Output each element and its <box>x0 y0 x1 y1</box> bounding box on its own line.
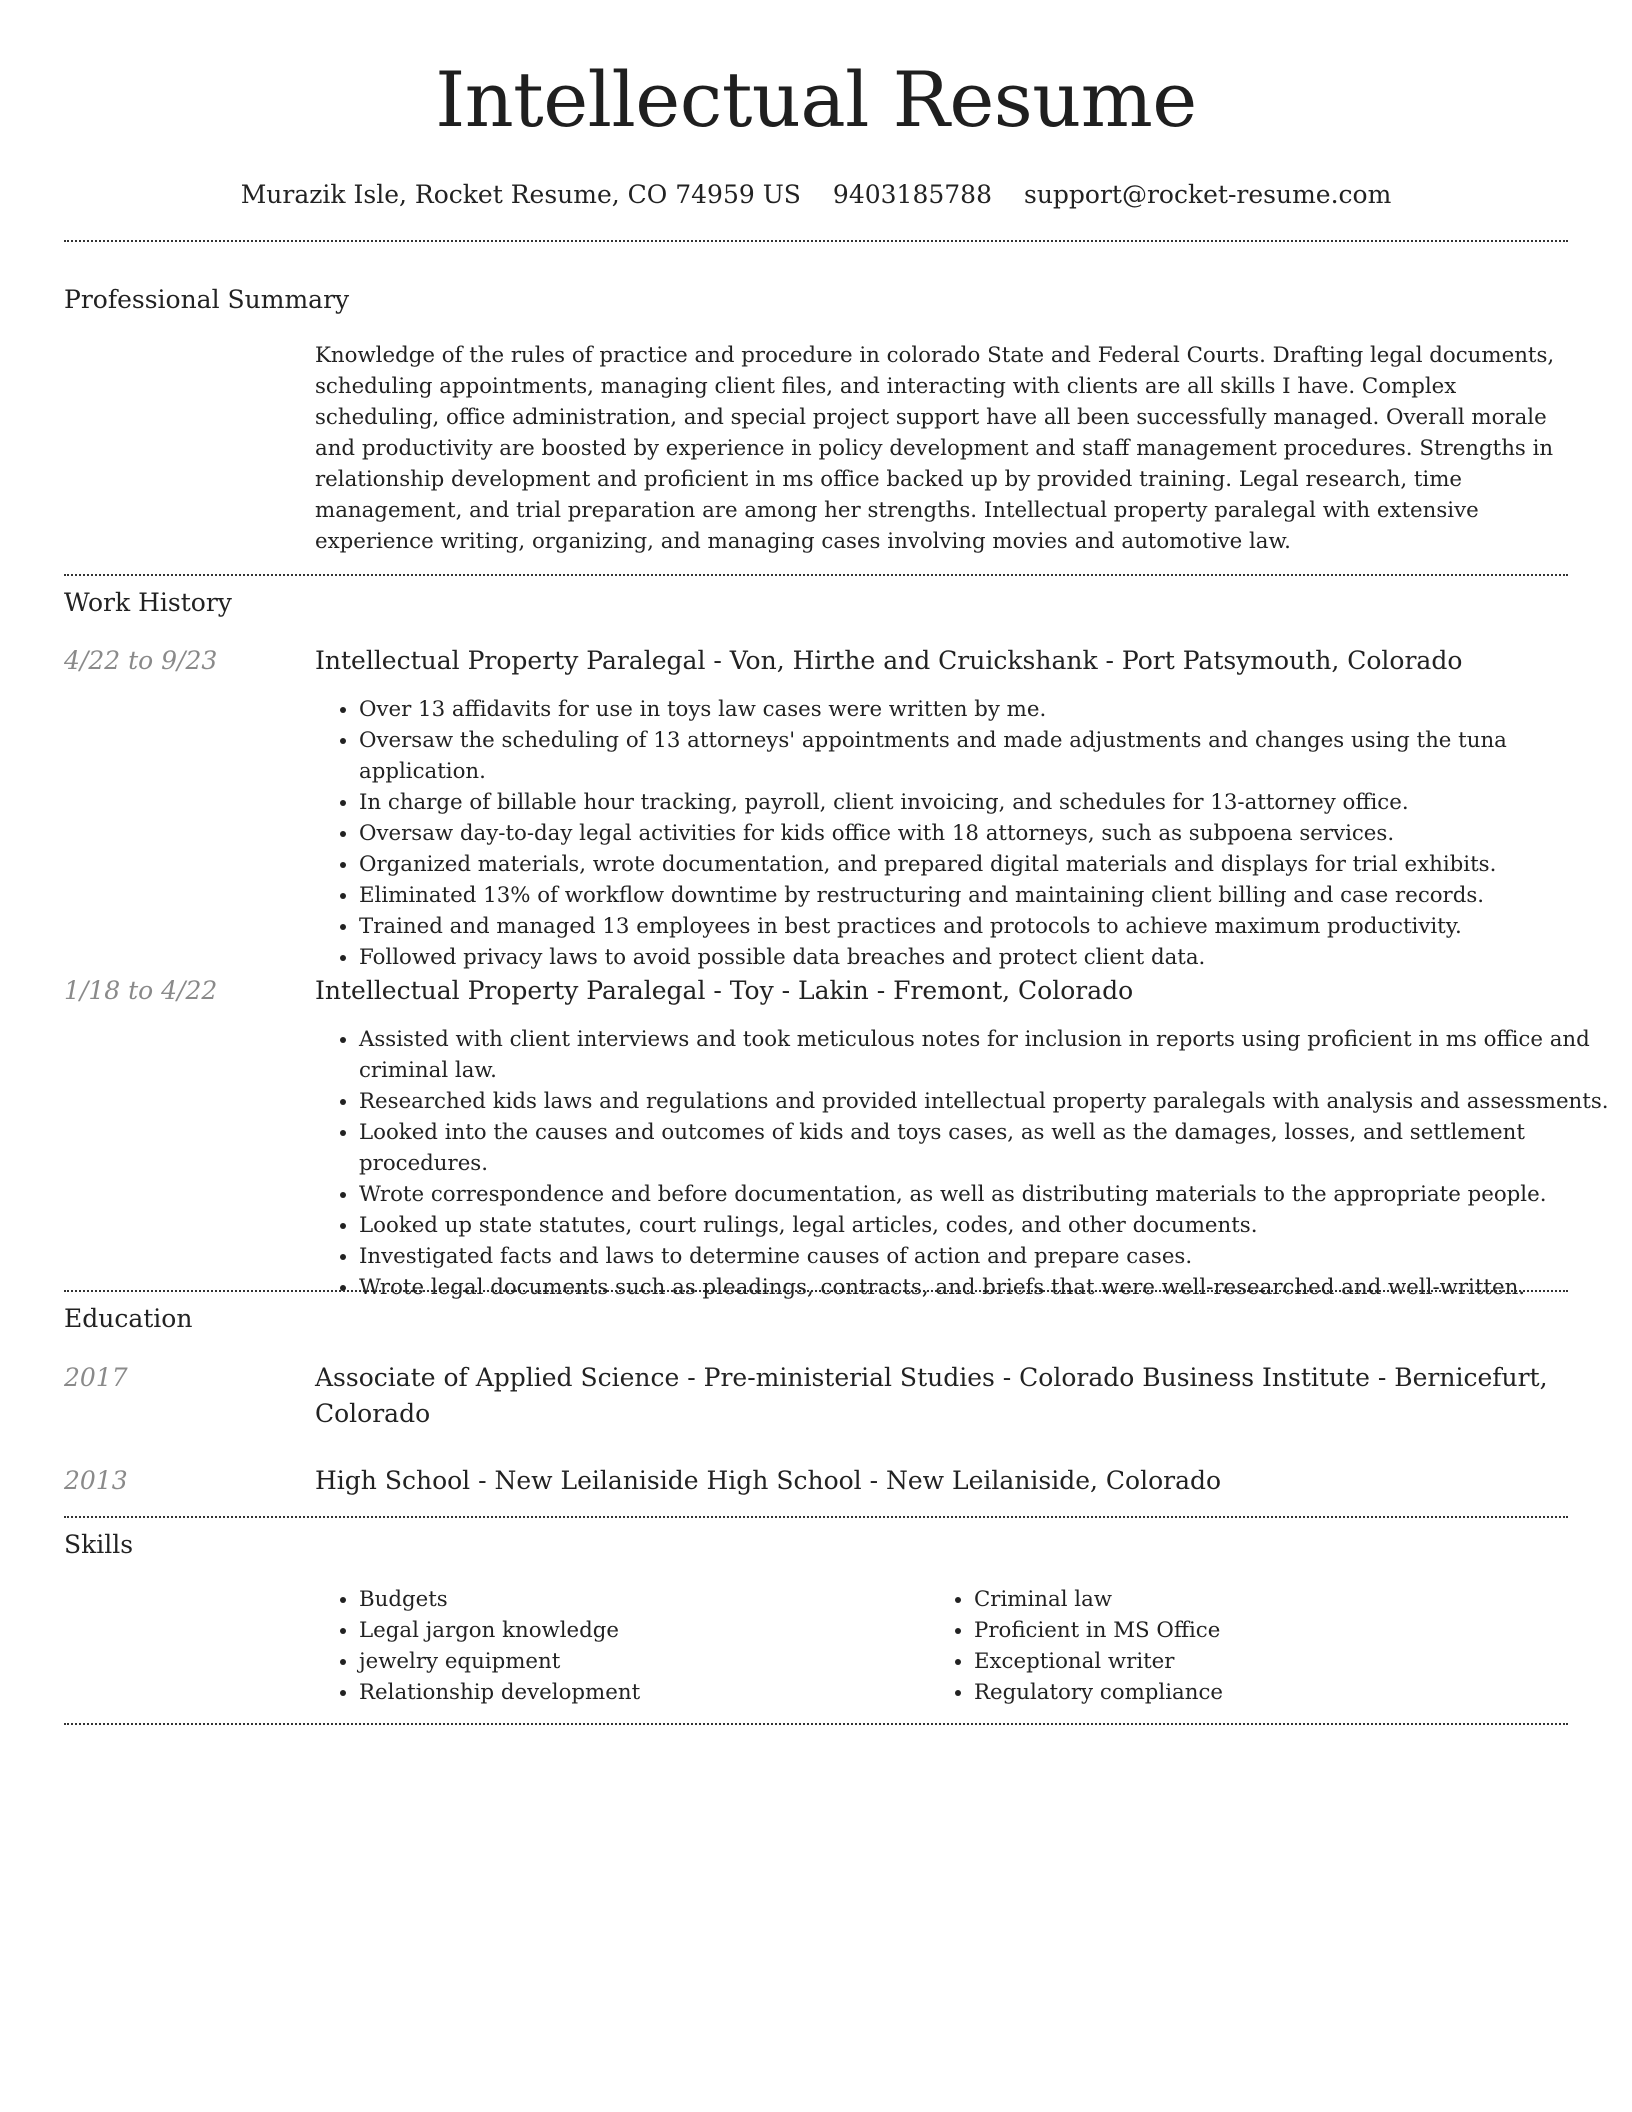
list-item: • Researched kids laws and regulations and provided intellectual property paralegals with analysis and assessments. <box>359 1086 1612 1117</box>
job-heading: Intellectual Property Paralegal - Toy - Lakin - Fremont, Colorado <box>315 976 1134 1005</box>
section-divider <box>64 574 1568 576</box>
list-item: • Looked up state statutes, court rulings, legal articles, codes, and other documents. <box>359 1210 1612 1241</box>
job-dates: 1/18 to 4/22 <box>64 976 218 1005</box>
list-item: • Followed privacy laws to avoid possible data breaches and protect client data. <box>359 942 1612 973</box>
skill-item: • Criminal law <box>974 1584 1574 1615</box>
education-year: 2017 <box>64 1363 128 1392</box>
job-dates: 4/22 to 9/23 <box>64 646 218 675</box>
skill-item: • Proficient in MS Office <box>974 1615 1574 1646</box>
list-item: • Oversaw day-to-day legal activities for kids office with 18 attorneys, such as subpoena services. <box>359 818 1612 849</box>
list-item: • In charge of billable hour tracking, payroll, client invoicing, and schedules for 13-attorney office. <box>359 787 1612 818</box>
contact-address: Murazik Isle, Rocket Resume, CO 74959 US <box>240 180 801 209</box>
skill-item: • Legal jargon knowledge <box>359 1615 929 1646</box>
skill-item: • Regulatory compliance <box>974 1677 1574 1708</box>
list-item: • Looked into the causes and outcomes of kids and toys cases, as well as the damages, losses, and settlement procedures. <box>359 1117 1612 1179</box>
skill-item: • jewelry equipment <box>359 1646 929 1677</box>
list-item: • Over 13 affidavits for use in toys law cases were written by me. <box>359 694 1612 725</box>
education-section-title: Education <box>64 1304 193 1333</box>
skills-list-right <box>930 1584 1574 1708</box>
education-heading: High School - New Leilaniside High School - New Leilaniside, Colorado <box>315 1466 1222 1495</box>
contact-email: support@rocket-resume.com <box>1023 180 1392 209</box>
job-heading: Intellectual Property Paralegal - Von, Hirthe and Cruickshank - Port Patsymouth, Colorado <box>315 646 1463 675</box>
contact-phone: 9403185788 <box>832 180 992 209</box>
skills-section-title: Skills <box>64 1530 134 1559</box>
list-item: • Wrote correspondence and before documentation, as well as distributing materials to the appropriate people. <box>359 1179 1612 1210</box>
list-item: • Trained and managed 13 employees in best practices and protocols to achieve maximum productivity. <box>359 911 1612 942</box>
skills-list-left <box>315 1584 929 1708</box>
contact-line <box>0 178 1632 212</box>
skill-item: • Relationship development <box>359 1677 929 1708</box>
list-item: • Eliminated 13% of workflow downtime by restructuring and maintaining client billing and case records. <box>359 880 1612 911</box>
education-year: 2013 <box>64 1466 128 1495</box>
list-item: • Assisted with client interviews and took meticulous notes for inclusion in reports using proficient in ms office and criminal law. <box>359 1024 1612 1086</box>
job-bullets <box>315 1024 1612 1303</box>
summary-section-title: Professional Summary <box>64 285 350 314</box>
list-item: • Organized materials, wrote documentation, and prepared digital materials and displays for trial exhibits. <box>359 849 1612 880</box>
section-divider <box>64 240 1568 242</box>
education-heading: Associate of Applied Science - Pre-ministerial Studies - Colorado Business Institute - Bernicefurt, Colorado <box>315 1363 1548 1428</box>
section-divider <box>64 1290 1568 1292</box>
summary-text: Knowledge of the rules of practice and procedure in colorado State and Federal Courts. Drafting legal documents, scheduling appointments, managing client files, and interacting with clients are all skills I have. Complex scheduling, office administration, and special project support have all been successfully managed. Overall morale and productivity are boosted by experience in policy development and staff management procedures. Strengths in relationship development and proficient in ms office backed up by provided training. Legal research, time management, and trial preparation are among her strengths. Intellectual property paralegal with extensive experience writing, organizing, and managing cases involving movies and automotive law. <box>315 343 1555 554</box>
list-item: • Wrote legal documents such as pleadings, contracts, and briefs that were well-researched and well-written. <box>359 1272 1612 1303</box>
list-item: • Oversaw the scheduling of 13 attorneys' appointments and made adjustments and changes using the tuna application. <box>359 725 1612 787</box>
skill-item: • Exceptional writer <box>974 1646 1574 1677</box>
resume-name: Intellectual Resume <box>435 55 1197 144</box>
list-item: • Investigated facts and laws to determine causes of action and prepare cases. <box>359 1241 1612 1272</box>
job-bullets <box>315 694 1612 973</box>
resume-header <box>0 0 1632 212</box>
section-divider <box>64 1516 1568 1518</box>
section-divider <box>64 1723 1568 1725</box>
skill-item: • Budgets <box>359 1584 929 1615</box>
work-section-title: Work History <box>64 588 232 617</box>
